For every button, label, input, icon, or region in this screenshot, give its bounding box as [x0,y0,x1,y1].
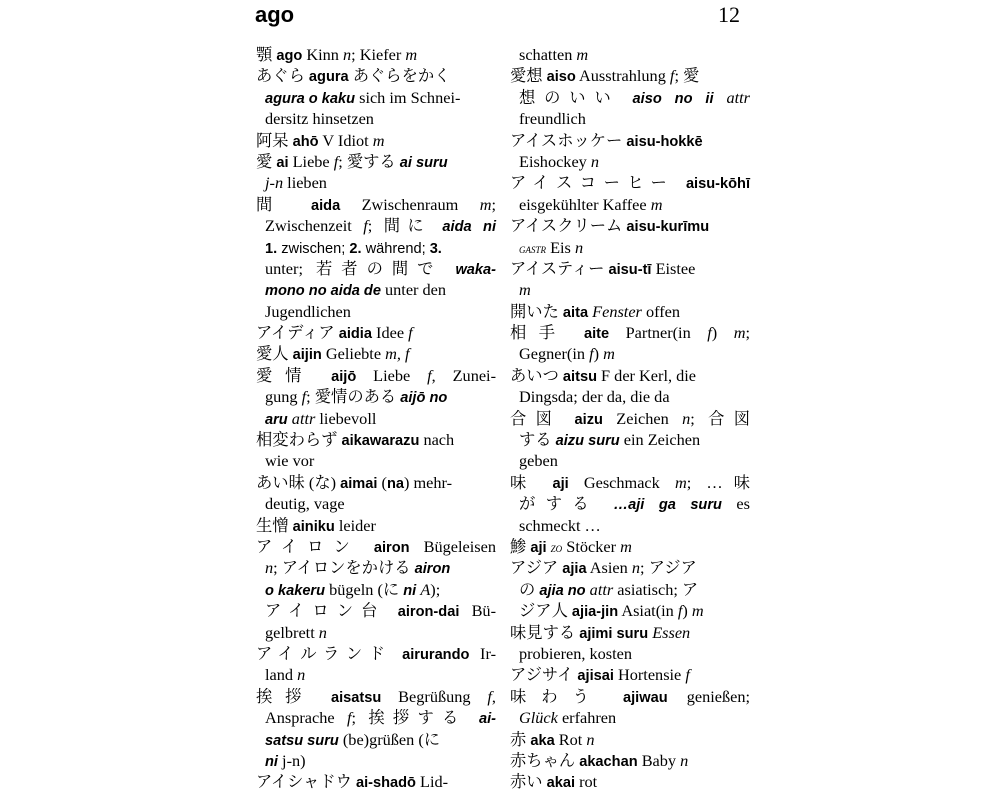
entry-text: Rot [554,729,587,749]
grammar-label: f [301,387,307,407]
grammar-label: attr [726,87,750,107]
entry-text: ; …味 [686,472,750,492]
entry-continuation-line [256,258,496,279]
grammar-label: m [674,472,687,492]
grammar-label: m, f [385,344,410,364]
example-phrase: aizu suru [555,433,620,450]
entry-line [256,194,496,215]
entry-text: lieben [283,173,327,193]
entry-continuation-line [510,450,750,471]
grammar-label: n [631,558,640,578]
entry-line [510,215,750,236]
entry-text: 愛想 [510,66,547,86]
entry-text: 味 [510,472,553,492]
entry-text: Liebe [356,365,428,385]
left-column [256,44,496,793]
entry-text: Begrüßung [381,686,488,706]
entry-text: アイスクリーム [510,216,627,236]
grammar-label: attr [589,579,614,599]
headword: aji [530,539,547,556]
grammar-label: attr [291,408,316,428]
headword: aji [552,475,569,492]
entry-continuation-line [510,579,750,600]
entry-continuation-line [510,643,750,664]
headword: ajisai [577,668,614,685]
entry-continuation-line [256,237,496,258]
headword: aisu-kōhī [685,176,750,193]
headword: airon-dai [397,604,460,621]
headword: aisatsu [331,689,382,706]
entry-line [256,322,496,343]
headword: aisu-hokkē [626,133,703,150]
entry-text: 挨拶 [256,686,332,706]
entry-text: ; Kiefer [351,45,406,64]
grammar-label: m [733,323,746,343]
example-phrase: o kakeru [265,582,326,599]
entry-text [714,88,727,107]
entry-text: アジサイ [510,665,578,685]
grammar-label: m [650,194,663,214]
entry-continuation-line [256,215,496,236]
headword: akachan [579,753,638,770]
entry-line [256,643,496,664]
headword: aitsu [562,368,597,385]
entry-text: アイロン台 [265,601,398,621]
page-number: 12 [718,2,740,27]
entry-text: ; 挨拶する [351,708,479,728]
entry-text: Dingsda; der da, die da [519,387,670,407]
headword: ainiku [292,518,335,535]
entry-text: ein Zeichen [619,430,701,450]
entry-continuation-line [256,279,496,300]
grammar-label: m [620,536,632,556]
entry-continuation-line [256,729,496,750]
example-phrase: ai suru [399,154,448,171]
headword: ahō [292,133,319,150]
entry-text: deutig, vage [265,494,345,514]
grammar-label: n [318,622,327,642]
entry-text: 赤い [510,772,547,792]
headword: aite [583,326,610,343]
grammar-label: m [576,45,589,64]
entry-text: gelbrett [265,622,319,642]
entry-line [256,536,496,557]
entry-text: ( [377,472,387,492]
entry-text: Hortensie [613,665,686,685]
entry-text: Baby [637,750,681,770]
entry-text: V Idiot [318,130,373,150]
domain-label: zo [550,539,563,555]
entry-continuation-line [510,237,750,258]
entry-text: freundlich [519,109,586,129]
entry-text: 生憎 [256,515,293,535]
entry-text: ; 合図 [690,408,750,428]
grammar-label: n [265,558,274,578]
headword: aidia [338,326,372,343]
entry-text: 間 [256,194,311,214]
entry-continuation-line [510,194,750,215]
entry-continuation-line [256,557,496,578]
entry-continuation-line [510,87,750,108]
entry-line [510,750,750,771]
entry-text: 顎 [256,45,277,64]
grammar-label: m [603,344,615,364]
example-phrase: satsu suru [265,732,339,749]
entry-text: ジア人 [519,601,572,621]
entry-line [256,472,496,493]
entry-text: Bügeleisen [409,536,497,556]
headword: akai [546,775,576,792]
headword: aikawarazu [341,433,420,450]
entry-line [510,536,750,557]
entry-text: Zwischenzeit [265,216,364,236]
entry-continuation-line [510,279,750,300]
entry-line [256,771,496,792]
entry-text: ; 愛 [674,66,700,86]
grammar-label: f [669,66,675,86]
entry-text: あい昧 (な) [256,472,341,492]
entry-text: 愛情 [256,365,332,385]
headword: aizu [574,411,603,428]
entry-text: F der Kerl, die [596,365,696,385]
entry-continuation-line [510,600,750,621]
entry-text: ; 愛する [338,151,400,171]
entry-text: Gegner(in [519,344,590,364]
entry-text: 相手 [510,323,584,343]
headword: aiso [546,69,576,86]
entry-text: Jugendlichen [265,301,351,321]
entry-continuation-line [256,172,496,193]
headword: agura [308,69,349,86]
entry-text: Zeichen [602,408,683,428]
entry-text: Partner(in [609,323,708,343]
grammar-label: f [677,601,683,621]
entry-text: ); [430,579,441,599]
entry-continuation-line [256,600,496,621]
headword: 3. [429,240,442,257]
entry-continuation-line [256,579,496,600]
headword: ajiwau [623,689,668,706]
entry-text: asiatisch; ア [613,579,699,599]
headword: aita [562,304,589,321]
example-phrase: agura o kaku [265,90,356,107]
entry-text: ) [711,323,734,343]
entry-text: ) [593,344,604,364]
entry-text: Eishockey [519,151,591,171]
headword: airurando [402,646,470,663]
grammar-label: n [586,729,595,749]
example-phrase: ni [403,582,417,599]
headword: ajia-jin [571,604,619,621]
grammar-label: f [707,323,712,343]
grammar-label: f [363,216,368,236]
entry-continuation-line [256,622,496,643]
running-head: ago [255,2,295,27]
entry-text: geben [519,451,558,471]
entry-line [256,429,496,450]
example-phrase: …aji ga suru [613,497,722,514]
entry-text: Bü- [459,601,496,621]
entry-text: がする [519,494,614,514]
grammar-label: f [589,344,594,364]
entry-text: sich im Schnei- [355,87,461,107]
example-phrase: ai- [478,711,496,728]
entry-line [510,686,750,707]
entry-line [510,664,750,685]
headword: aisu-kurīmu [626,219,710,236]
entry-line [510,729,750,750]
entry-text: 鯵 [510,536,531,556]
headword: aijin [292,347,322,364]
entry-line [510,472,750,493]
entry-text: , Zunei- [431,365,497,385]
example-phrase: aiso no ii [632,90,714,107]
headword: 2. [349,240,362,257]
headword: ago [276,48,303,64]
entry-text: wie vor [265,451,315,471]
entry-text: Asien [586,558,632,578]
example-phrase: mono no aida de [265,283,381,300]
grammar-label: f [408,323,413,343]
entry-continuation-line [256,664,496,685]
entry-text: liebevoll [315,408,377,428]
entry-continuation-line [510,386,750,407]
grammar-label: m [519,280,531,300]
entry-text: j-n) [277,750,306,770]
entry-line [510,322,750,343]
entry-continuation-line [256,108,496,129]
entry-text: 赤ちゃん [510,750,580,770]
entry-line [510,622,750,643]
headword: ai-shadō [355,775,416,792]
grammar-label: j-n [265,173,284,193]
example-phrase: airon [414,561,451,578]
headword: aida [310,197,341,214]
entry-text: 開いた [510,301,563,321]
entry-line [256,151,496,172]
headword: ajia [562,561,587,578]
entry-continuation-line [256,87,496,108]
entry-line [510,557,750,578]
entry-text: Kinn [302,45,344,64]
entry-text: bügeln (に [325,579,404,599]
grammar-label: A [420,579,431,599]
entry-line [256,515,496,536]
entry-text: アイスティー [510,258,609,278]
entry-text: Liebe [288,151,334,171]
entry-text: schatten [519,45,577,64]
example-phrase: aida ni [442,219,497,236]
headword: aisu-tī [608,261,652,278]
entry-text: Idee [371,323,409,343]
entry-text: (be)grüßen (に [338,729,441,749]
entry-line [510,771,750,792]
entry-text: 想のいい [519,87,633,107]
grammar-label: n [680,750,689,770]
entry-continuation-line [510,44,750,65]
entry-text: Ansprache [265,708,347,728]
grammar-label: n [297,665,306,685]
entry-continuation-line [510,151,750,172]
entry-continuation-line [510,429,750,450]
entry-line [510,408,750,429]
entry-continuation-line [256,301,496,322]
grammar-label: n [343,45,352,64]
entry-text: Ir- [469,643,496,663]
sense-text: während; [361,240,430,257]
grammar-label: n [590,151,600,171]
entry-line [256,130,496,151]
headword: ai [276,154,289,171]
entry-text: アイスホッケー [510,130,627,150]
entry-continuation-line [510,343,750,364]
entry-continuation-line [510,108,750,129]
headword: ajimi suru [579,625,649,642]
entry-text: ; [745,323,750,343]
entry-text: アイスコーヒー [510,173,686,193]
grammar-label: Essen [652,622,691,642]
grammar-label: f [346,708,352,728]
entry-line [510,301,750,322]
entry-line [510,258,750,279]
headword: aka [530,732,555,749]
entry-text: ; 間に [367,216,443,236]
entry-text: あぐら [256,66,309,86]
entry-line [256,343,496,364]
sense-text: zwischen; [277,240,350,257]
entry-text: Eistee [651,258,696,278]
entry-text: ) mehr- [403,472,453,492]
entry-text: probieren, kosten [519,643,633,663]
entry-text: 合図 [510,408,575,428]
grammar-label: f [427,365,432,385]
headword: aimai [340,475,378,492]
entry-text: アイディア [256,323,339,343]
entry-continuation-line [256,493,496,514]
example-phrase: ajia no [539,582,586,599]
grammar-label: Fenster [592,301,642,321]
grammar-label: f [685,665,690,685]
headword: airon [373,539,410,556]
entry-text: 味わう [510,686,624,706]
entry-text: する [519,430,556,450]
grammar-label: m [479,194,492,214]
entry-text: gung [265,387,302,407]
entry-text: アイシャドウ [256,772,356,792]
entry-continuation-line [510,493,750,514]
entry-continuation-line [256,450,496,471]
entry-text: 愛人 [256,344,293,364]
entry-text: ; アジア [639,558,697,578]
entry-text: Stöcker [562,536,621,556]
entry-text: nach [419,430,455,450]
entry-text: land [265,665,298,685]
grammar-label: n [574,237,584,257]
entry-text: の [519,579,540,599]
entry-text: Geliebte [321,344,386,364]
entry-text: Zwischenraum [340,194,480,214]
entry-continuation-line [256,750,496,771]
entry-text: unter den [380,280,447,300]
grammar-label: m [372,130,385,150]
entry-text: アイルランド [256,643,403,663]
entry-line [510,365,750,386]
grammar-label: f [333,151,339,171]
entry-text: あいつ [510,365,563,385]
entry-text: unter; 若者の間で [265,258,456,278]
entry-text: dersitz hinsetzen [265,109,374,129]
headword: aijō [331,368,357,385]
example-phrase: aijō no [400,390,448,407]
example-phrase: waka- [455,261,496,278]
headword: na [386,475,404,492]
domain-label: gastr [519,240,546,256]
entry-text: ; アイロンをかける [273,558,415,578]
entry-text: erfahren [557,708,617,728]
entry-line [256,365,496,386]
entry-text: 愛 [256,151,277,171]
entry-continuation-line [256,408,496,429]
grammar-label: Glück [519,708,558,728]
entry-line [256,65,496,86]
entry-continuation-line [256,707,496,728]
entry-line [256,44,496,65]
entry-text: 阿呆 [256,130,293,150]
grammar-label: n [682,408,691,428]
entry-text: es [721,494,750,514]
entry-text: ; [491,194,496,214]
entry-text: rot [575,772,598,792]
entry-text: eisgekühlter Kaffee [519,194,651,214]
entry-text: Ausstrahlung [575,66,670,86]
example-phrase: ni [265,753,278,770]
grammar-label: m [405,45,418,64]
entry-text: Geschmack [568,472,675,492]
entry-text: ; 愛情のある [306,387,401,407]
entry-text: genießen; [667,686,751,706]
entry-line [510,65,750,86]
grammar-label: m [691,601,704,621]
entry-text: Lid- [415,772,449,792]
entry-line [256,686,496,707]
entry-text: Eis [546,237,575,257]
entry-line [510,172,750,193]
entry-text: 相変わらず [256,430,342,450]
right-column [510,44,750,793]
headword: 1. [265,240,278,257]
entry-continuation-line [510,515,750,536]
entry-continuation-line [510,707,750,728]
entry-text: 味見する [510,622,580,642]
entry-text: アジア [510,558,563,578]
entry-text: ) [682,601,692,621]
entry-text: Asiat(in [618,601,678,621]
entry-text: offen [641,301,681,321]
entry-line [510,130,750,151]
entry-text: , [491,686,496,706]
entry-text: あぐらをかく [348,66,451,86]
entry-continuation-line [256,386,496,407]
grammar-label: f [487,686,492,706]
entry-text: leider [334,515,376,535]
entry-text: schmeckt … [519,515,601,535]
entry-text: アイロン [256,536,374,556]
entry-text: 赤 [510,729,531,749]
example-phrase: aru [265,411,288,428]
